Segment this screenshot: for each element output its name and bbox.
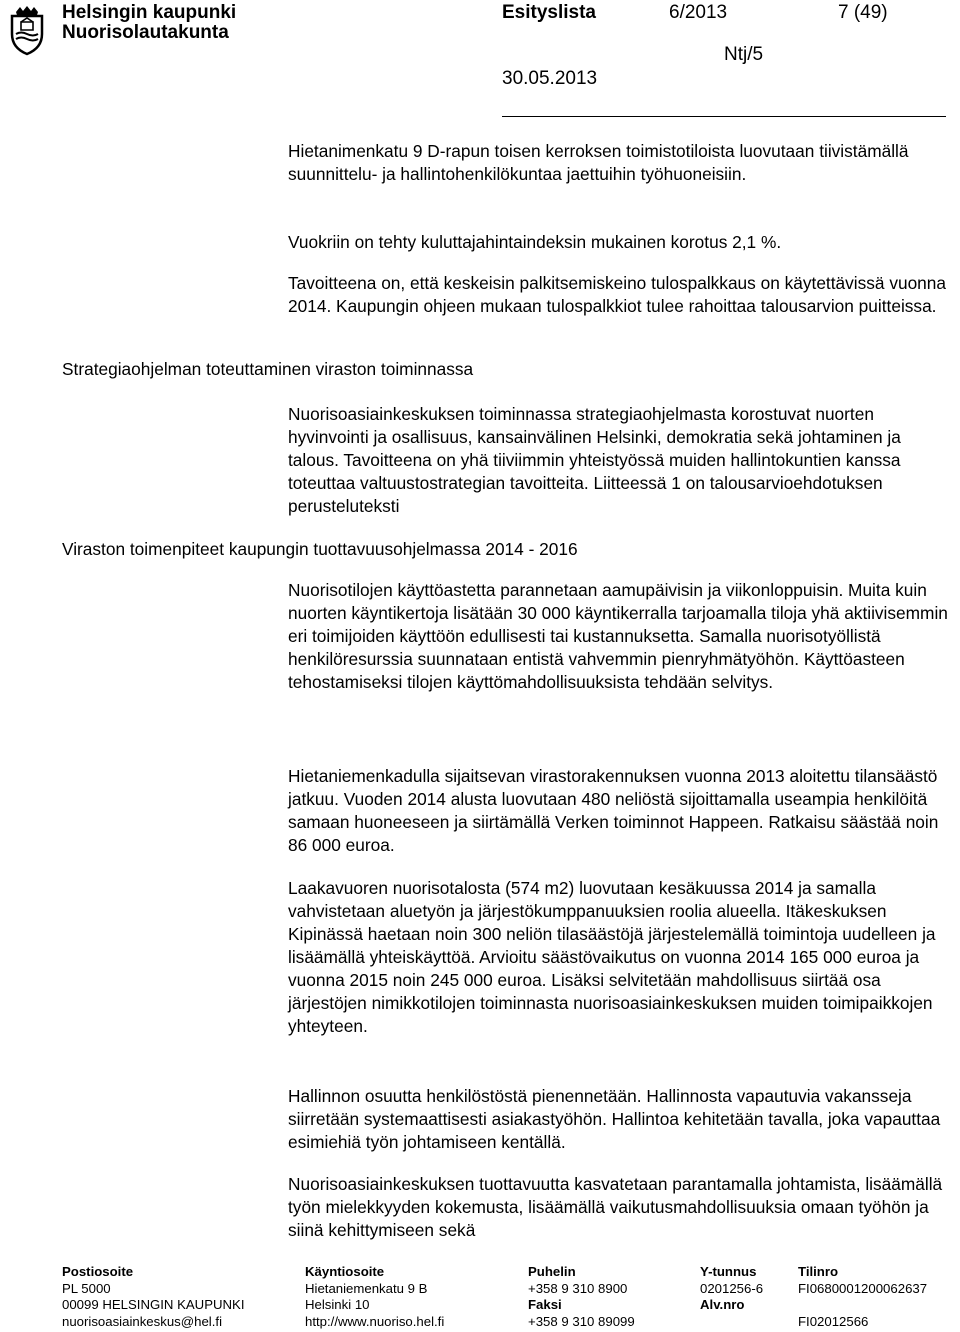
footer-account-spacer (798, 1297, 927, 1314)
paragraph-laakavuori: Laakavuoren nuorisotalosta (574 m2) luovutaan kesäkuussa 2014 ja samalla vahvistetaan aluetyön ja järjestökumppanuuksien roolia alueella. Itäkeskuksen Kipinässä haetaan noin 300 neliön tilasäästöjä järjestelemällä toimintoja uudelleen ja lisäämällä yhteiskäyttöä. Arvioitu säästövaikutus on vuonna 2014 165 000 euroa ja vuonna 2015 noin 245 000 euroa. Lisäksi selvitetään mahdollisuus siirtää osa järjestöjen nimikkotilojen toiminnasta nuorisoasiainkeskuksen muiden toimipaikkojen yhteyteen. (288, 878, 936, 1036)
organization-name: Helsingin kaupunki (62, 2, 237, 23)
document-number: 6/2013 (669, 2, 728, 23)
footer-visit-label: Käyntiosoite (305, 1264, 385, 1279)
paragraph-rent-increase: Vuokriin on tehty kuluttajahintaindeksin mukainen korotus 2,1 %. (288, 232, 782, 252)
footer-business-id (700, 1264, 763, 1314)
paragraph-office-savings: Hietaniemenkadulla sijaitsevan virastorakennuksen vuonna 2013 aloitettu tilansäästö jatkuu. Vuoden 2014 alusta luovutaan 480 neliöstä sijoittamalla useampia henkilöitä samaan huoneeseen ja siirtämällä Verken toiminnot Happeen. Ratkaisu säästää noin 86 000 euroa. (288, 766, 939, 855)
footer-visit-street: Hietaniemenkatu 9 B (305, 1280, 428, 1296)
footer-visit (305, 1264, 444, 1330)
page-footer (0, 1264, 960, 1332)
footer-postal-label: Postiosoite (62, 1264, 134, 1279)
paragraph-administration: Hallinnon osuutta henkilöstöstä pienennetään. Hallinnosta vapautuvia vakansseja siirretään systemaattisesti asiakastyöhön. Hallintoa kehitetään tavalla, joka vapauttaa esimiehiä työn johtamiseen kentällä. (288, 1086, 941, 1152)
footer-visit-city: Helsinki 10 (305, 1297, 370, 1312)
paragraph-performance-pay: Tavoitteena on, että keskeisin palkitsemiskeino tulospalkkaus on käytettävissä vuonna 2014. Kaupungin ohjeen mukaan tulospalkkiot tulee rahoittaa talousarvion puitteissa. (288, 273, 947, 316)
footer-vat-number: FI02012566 (798, 1313, 869, 1329)
footer-account (798, 1264, 927, 1330)
footer-postal (62, 1264, 245, 1330)
header-divider (502, 116, 946, 117)
footer-ytunnus-value: 0201256-6 (700, 1280, 764, 1296)
footer-fax-number: +358 9 310 89099 (528, 1313, 635, 1329)
footer-phone-label: Puhelin (528, 1264, 576, 1279)
paragraph-office-space: Hietanimenkatu 9 D-rapun toisen kerroksen toimistotiloista luovutaan tiivistämällä suunnittelu- ja hallintohenkilökuntaa jaettuihin työhuoneisiin. (288, 141, 909, 184)
document-type: Esityslista (502, 2, 596, 23)
footer-email-link[interactable]: nuorisoasiainkeskus@hel.fi (62, 1313, 222, 1329)
heading-strategy-program: Strategiaohjelman toteuttaminen viraston toiminnassa (62, 359, 474, 379)
meeting-date: 30.05.2013 (502, 68, 598, 89)
paragraph-youth-facilities: Nuorisotilojen käyttöastetta parannetaan aamupäivisin ja viikonloppuisin. Muita kuin nuorten käyntikertoja lisätään 30 000 käyntikerralla tarjoamalla tiloja yhä aktiivisemmin eri toimijoiden käyttöön edullisesti tai kustannuksetta. Samalla nuorisotyöllistä henkilöresurssia suunnataan entistä vahvemmin pienryhmätyöhön. Käyttöasteen tehostamiseksi tilojen käyttömahdollisuuksista tehdään selvitys. (288, 580, 948, 692)
footer-postal-box: PL 5000 (62, 1280, 111, 1296)
department-name: Nuorisolautakunta (62, 22, 229, 43)
heading-productivity-program: Viraston toimenpiteet kaupungin tuottavuusohjelmassa 2014 - 2016 (62, 539, 578, 559)
footer-ytunnus-label: Y-tunnus (700, 1264, 757, 1279)
page-number: 7 (49) (838, 2, 888, 23)
item-reference: Ntj/5 (724, 44, 764, 65)
paragraph-productivity: Nuorisoasiainkeskuksen tuottavuutta kasvatetaan parantamalla johtamista, lisäämällä työn mielekkyyden kokemusta, lisäämällä vaikutusmahdollisuuksia omaan työhön ja siinä kehittymiseen sekä (288, 1174, 943, 1240)
footer-fax-label: Faksi (528, 1297, 562, 1312)
footer-vat-label: Alv.nro (700, 1297, 745, 1312)
footer-postal-city: 00099 HELSINGIN KAUPUNKI (62, 1297, 245, 1312)
footer-account-number: FI0680001200062637 (798, 1280, 928, 1296)
helsinki-crest-logo (6, 4, 48, 56)
footer-account-label: Tilinro (798, 1264, 839, 1279)
footer-phone (528, 1264, 635, 1330)
paragraph-strategy: Nuorisoasiainkeskuksen toiminnassa strategiaohjelmasta korostuvat nuorten hyvinvointi ja osallisuus, kansainvälinen Helsinki, demokratia sekä johtaminen ja talous. Tavoitteena on yhä tiiviimmin yhteistyössä muiden hallintokuntien kanssa toteuttaa valtuustostrategian tavoitteita. Liitteessä 1 on talousarvioehdotuksen perusteluteksti (288, 404, 901, 516)
footer-website-link[interactable]: http://www.nuoriso.hel.fi (305, 1313, 445, 1329)
footer-phone-number: +358 9 310 8900 (528, 1280, 628, 1296)
